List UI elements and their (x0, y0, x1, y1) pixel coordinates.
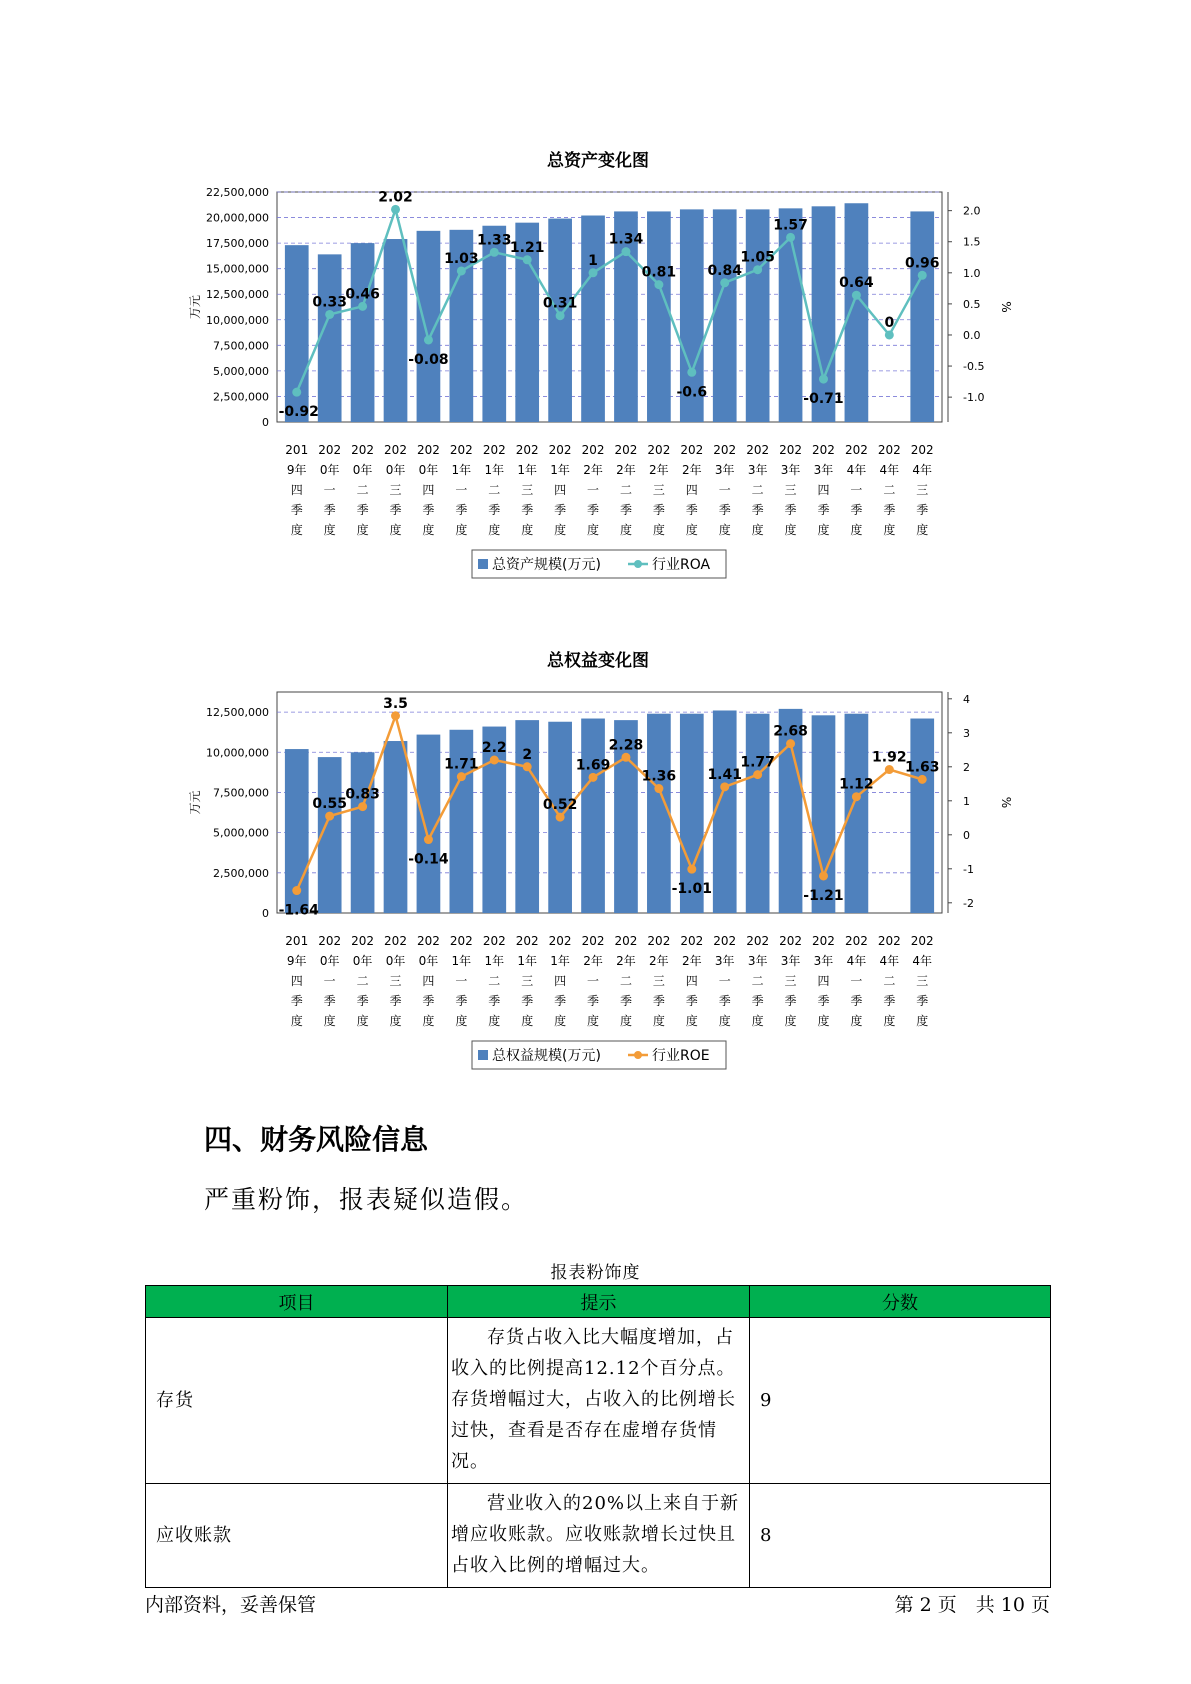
data-label: -0.92 (278, 404, 319, 421)
line-point (918, 271, 927, 280)
data-label: 1.34 (608, 231, 644, 248)
bar (713, 710, 737, 913)
x-category-label: 202 3年三季度 (779, 443, 803, 537)
total-equity-chart-svg (0, 640, 1191, 1100)
bar (351, 752, 375, 913)
line-point (358, 802, 367, 811)
line-point (786, 739, 795, 748)
bar (647, 211, 671, 422)
x-category-label: 202 1年三季度 (515, 934, 539, 1028)
data-label: 3.5 (383, 695, 408, 712)
x-category-label: 202 3年四季度 (812, 443, 835, 537)
bar (845, 203, 869, 422)
x-category-label: 202 3年二季度 (746, 443, 770, 537)
line-point (852, 792, 861, 801)
line-point (589, 773, 598, 782)
y2-tick-label: -1.0 (963, 391, 985, 405)
data-label: -0.71 (803, 391, 844, 408)
row-score: 9 (750, 1318, 1051, 1484)
data-label: 1.21 (509, 239, 545, 256)
line-point (325, 310, 334, 319)
data-label: -1.21 (803, 887, 844, 904)
line-point (753, 265, 762, 274)
y2-tick-label: 1.5 (963, 235, 981, 249)
data-label: 0.33 (312, 294, 347, 311)
legend (472, 1041, 726, 1069)
x-category-label: 202 0年四季度 (416, 443, 440, 537)
x-category-label: 202 4年一季度 (844, 934, 868, 1028)
x-category-label: 202 2年四季度 (680, 934, 704, 1028)
plot-frame (277, 192, 942, 422)
table-caption: 报表粉饰度 (550, 1263, 641, 1283)
x-category-label: 202 1年四季度 (548, 443, 572, 537)
table-header-row (146, 1286, 1051, 1318)
row-hint: 营业收入的20%以上来自于新增应收账款。应收账款增长过快且占收入比例的增幅过大。 (448, 1484, 750, 1588)
data-label: 2.2 (481, 740, 507, 756)
y2-tick-label: -2 (963, 896, 974, 910)
y2-tick-label: 4 (963, 692, 970, 706)
row-score: 8 (750, 1484, 1051, 1588)
x-category-label: 202 0年四季度 (416, 934, 440, 1028)
y2-tick-label: -1 (963, 862, 974, 876)
x-category-label: 202 4年二季度 (877, 934, 901, 1028)
data-label: 0.46 (345, 286, 380, 303)
data-label: 1.63 (904, 759, 940, 776)
legend-bar-swatch (478, 1050, 488, 1060)
line-point (457, 772, 466, 781)
x-category-label: 202 2年一季度 (581, 443, 605, 537)
bar (647, 714, 671, 913)
chart-title: 总资产变化图 (547, 151, 649, 171)
data-label: 0.31 (542, 295, 578, 312)
x-category-label: 201 9年四季度 (285, 443, 309, 537)
total-equity-chart (0, 640, 1191, 1100)
legend-line-marker (634, 1051, 642, 1059)
y-axis-label: 万元 (188, 790, 202, 815)
x-category-label: 202 3年二季度 (746, 934, 770, 1028)
header-score: 分数 (750, 1286, 1051, 1318)
line-point (885, 765, 894, 774)
bar (845, 714, 869, 913)
y-tick-label: 20,000,000 (206, 211, 269, 225)
total-assets-chart (0, 140, 1191, 600)
line-point (391, 711, 400, 720)
y-tick-label: 15,000,000 (206, 262, 269, 276)
line-point (292, 388, 301, 397)
data-label: 0.81 (641, 264, 677, 281)
line-point (687, 865, 696, 874)
data-label: 2 (522, 746, 533, 763)
chart-title: 总权益变化图 (547, 651, 649, 671)
legend-bar-label: 总资产规模(万元) (492, 557, 601, 573)
y2-tick-label: 1.0 (963, 266, 981, 280)
line-point (490, 248, 499, 257)
data-label: 0.84 (707, 262, 742, 279)
x-category-label: 202 0年三季度 (384, 934, 407, 1028)
bar (318, 254, 342, 422)
x-category-label: 202 0年一季度 (318, 934, 342, 1028)
line-point (819, 375, 828, 384)
data-label: 0 (884, 314, 895, 331)
line-point (523, 255, 532, 264)
data-label: 1.12 (839, 776, 874, 793)
data-label: 2.68 (773, 723, 808, 740)
x-category-label: 202 2年三季度 (647, 443, 671, 537)
data-label: 2.02 (378, 189, 413, 206)
line-point (589, 268, 598, 277)
line-point (424, 335, 433, 344)
data-label: 0.52 (542, 797, 578, 814)
section-title: 四、财务风险信息 (204, 1123, 429, 1156)
line-point (687, 368, 696, 377)
y-tick-label: 2,500,000 (213, 390, 269, 404)
bar (581, 216, 605, 422)
y2-tick-label: -0.5 (963, 360, 985, 374)
x-category-label: 202 2年四季度 (680, 443, 704, 537)
data-label: 0.96 (904, 255, 940, 272)
line-point (358, 302, 367, 311)
x-category-label: 202 1年四季度 (548, 934, 572, 1028)
legend-bar-swatch (478, 559, 488, 569)
x-category-label: 202 0年三季度 (384, 443, 407, 537)
bar (812, 206, 836, 422)
line-point (292, 886, 301, 895)
x-category-label: 201 9年四季度 (285, 934, 309, 1028)
bar (812, 715, 836, 913)
x-category-label: 202 3年四季度 (812, 934, 835, 1028)
data-label: 1.36 (641, 768, 677, 785)
legend-line-label: 行业ROA (652, 557, 711, 573)
line-point (523, 762, 532, 771)
legend-bar-label: 总权益规模(万元) (492, 1048, 601, 1064)
x-category-label: 202 3年一季度 (713, 934, 737, 1028)
y-tick-label: 0 (262, 907, 269, 920)
bar (746, 209, 770, 422)
y2-tick-label: 2.0 (963, 204, 981, 218)
row-item: 存货 (146, 1318, 448, 1484)
x-category-label: 202 1年二季度 (482, 443, 506, 537)
y-tick-label: 12,500,000 (206, 288, 269, 302)
line-point (621, 247, 630, 256)
x-category-label: 202 4年三季度 (910, 443, 934, 537)
x-category-label: 202 0年二季度 (351, 443, 375, 537)
line-point (786, 233, 795, 242)
y2-tick-label: 2 (963, 760, 970, 774)
y-tick-label: 17,500,000 (206, 237, 269, 251)
x-category-label: 202 2年二季度 (614, 443, 638, 537)
data-label: 1.03 (444, 250, 479, 267)
row-item: 应收账款 (146, 1484, 448, 1588)
data-label: 1 (588, 252, 598, 269)
x-category-label: 202 0年二季度 (351, 934, 375, 1028)
data-label: 1.92 (872, 749, 907, 766)
y-tick-label: 0 (262, 416, 269, 429)
line-point (490, 756, 499, 765)
bar (746, 714, 770, 913)
line-point (720, 278, 729, 287)
line-point (325, 812, 334, 821)
bar (351, 243, 375, 422)
data-label: 1.77 (740, 754, 775, 771)
x-category-label: 202 3年三季度 (779, 934, 803, 1028)
header-item: 项目 (146, 1286, 448, 1318)
y-tick-label: 7,500,000 (213, 339, 269, 353)
x-category-label: 202 3年一季度 (713, 443, 737, 537)
y-tick-label: 7,500,000 (213, 786, 269, 800)
data-label: -1.01 (671, 881, 712, 898)
data-label: -0.14 (408, 851, 449, 868)
x-category-label: 202 4年三季度 (910, 934, 934, 1028)
x-category-label: 202 4年一季度 (844, 443, 868, 537)
y-tick-label: 12,500,000 (206, 706, 269, 720)
x-category-label: 202 2年三季度 (647, 934, 671, 1028)
x-category-label: 202 2年二季度 (614, 934, 638, 1028)
window-dressing-table (145, 1285, 1051, 1588)
y-axis-label: 万元 (188, 294, 202, 320)
y2-tick-label: 1 (963, 794, 970, 808)
legend (472, 550, 726, 578)
y-tick-label: 10,000,000 (206, 746, 269, 760)
bar (713, 209, 737, 422)
line-point (391, 205, 400, 214)
data-label: 1.57 (773, 217, 808, 234)
bar (417, 231, 441, 422)
line-point (556, 813, 565, 822)
data-label: -1.64 (278, 902, 319, 919)
data-label: 1.33 (477, 232, 512, 249)
table-row (146, 1484, 1051, 1588)
line-point (424, 835, 433, 844)
footer-confidential: 内部资料，妥善保管 (145, 1594, 317, 1616)
y-tick-label: 5,000,000 (213, 826, 269, 840)
x-category-label: 202 0年一季度 (318, 443, 342, 537)
data-label: 0.83 (345, 786, 380, 803)
data-label: 0.64 (839, 275, 874, 292)
x-category-label: 202 2年一季度 (581, 934, 605, 1028)
data-label: 0.55 (312, 796, 347, 813)
footer-page-number: 第 2 页 共 10 页 (894, 1594, 1050, 1616)
data-label: 2.28 (608, 737, 644, 754)
y2-axis-label: % (999, 301, 1013, 313)
line-point (654, 784, 663, 793)
y2-tick-label: 0.5 (963, 297, 981, 311)
y2-tick-label: 3 (963, 726, 970, 740)
risk-summary: 严重粉饰，报表疑似造假。 (204, 1185, 529, 1214)
line-point (621, 753, 630, 762)
y2-tick-label: 0.0 (963, 328, 981, 342)
y-tick-label: 2,500,000 (213, 866, 269, 880)
line-point (819, 871, 828, 880)
bar (910, 211, 934, 422)
header-hint: 提示 (448, 1286, 750, 1318)
line-point (457, 266, 466, 275)
y-tick-label: 10,000,000 (206, 313, 269, 327)
x-category-label: 202 1年一季度 (449, 443, 473, 537)
bar (581, 719, 605, 913)
line-point (885, 330, 894, 339)
y2-tick-label: 0 (963, 828, 970, 842)
legend-line-marker (634, 560, 642, 568)
bar (384, 239, 408, 422)
line-point (720, 782, 729, 791)
line-point (753, 770, 762, 779)
row-hint: 存货占收入比大幅度增加，占收入的比例提高12.12个百分点。存货增幅过大，占收入的比例增长过快，查看是否存在虚增存货情况。 (448, 1318, 750, 1484)
x-category-label: 202 1年三季度 (515, 443, 539, 537)
legend-line-label: 行业ROE (652, 1048, 710, 1064)
data-label: 1.41 (707, 766, 742, 783)
x-category-label: 202 1年一季度 (449, 934, 473, 1028)
y2-axis-label: % (999, 796, 1013, 809)
total-assets-chart-svg (0, 140, 1191, 600)
table-row (146, 1318, 1051, 1484)
line-point (556, 311, 565, 320)
data-label: -0.6 (676, 384, 708, 401)
bar (910, 719, 934, 913)
x-category-label: 202 1年二季度 (482, 934, 506, 1028)
y-tick-label: 5,000,000 (213, 364, 269, 378)
data-label: -0.08 (408, 351, 449, 368)
y-tick-label: 22,500,000 (206, 186, 269, 199)
data-label: 1.71 (444, 756, 479, 773)
line-point (918, 775, 927, 784)
line-point (852, 291, 861, 300)
data-label: 1.05 (740, 249, 775, 266)
data-label: 1.69 (575, 757, 611, 774)
x-category-label: 202 4年二季度 (877, 443, 901, 537)
line-point (654, 280, 663, 289)
bar (384, 741, 408, 913)
bar (548, 219, 572, 422)
